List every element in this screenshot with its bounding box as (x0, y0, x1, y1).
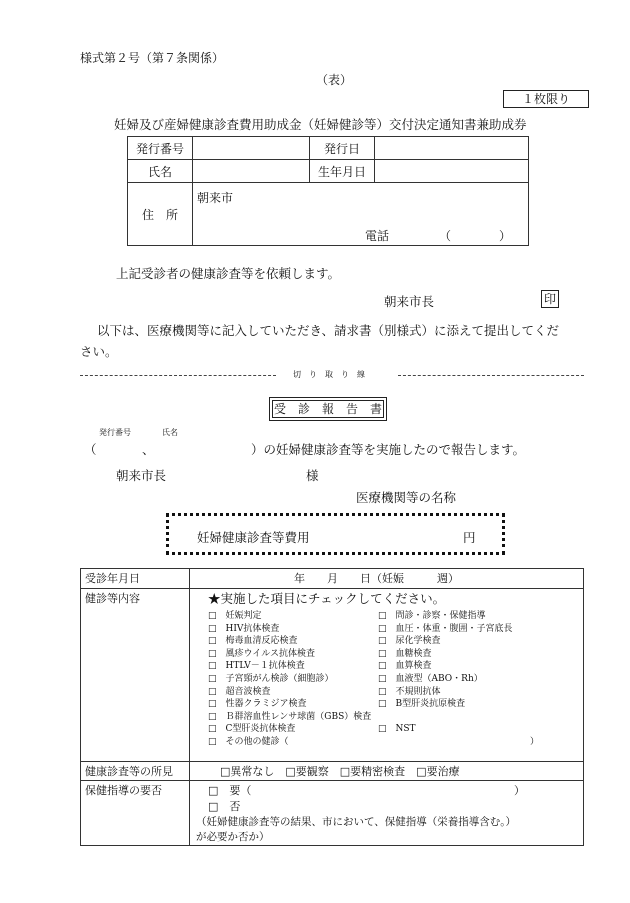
check-item[interactable]: □ その他の健診（ (208, 736, 289, 747)
checks-left (208, 610, 371, 749)
check-item[interactable]: □ 血液型（ABO・Rh） (378, 673, 483, 684)
date-label: 受診年月日 (81, 569, 190, 589)
check-item[interactable]: □ 血圧・体重・腹囲・子宮底長 (378, 623, 513, 634)
guidance-label: 保健指導の要否 (81, 781, 190, 846)
seal-text: 印 (543, 292, 556, 306)
report-title-box (269, 397, 387, 421)
guidance-note-1: （妊婦健康診査等の結果、市において、保健指導（栄養指導含む。） (196, 816, 517, 828)
fee-label: 妊婦健康診査等費用 (197, 530, 310, 545)
institution-label: 医療機関等の名称 (356, 490, 457, 505)
name-small: 氏名 (162, 428, 178, 437)
findings-label: 健康診査等の所見 (81, 762, 190, 781)
recipient-table (127, 136, 529, 246)
guidance-note-2: が必要か否か） (196, 831, 270, 843)
fee-box (166, 513, 505, 555)
limit-badge (503, 90, 589, 108)
guidance-cell (190, 781, 584, 846)
content-instruction: ★実施した項目にチェックしてください。 (208, 591, 446, 606)
checks-right (378, 610, 513, 736)
report-sentence: ）の妊婦健康診査等を実施したので報告します。 (251, 442, 526, 457)
check-item (378, 711, 513, 724)
date-value[interactable]: 年 月 日（妊娠 週） (190, 569, 584, 589)
request-text: 上記受診者の健康診査等を依頼します。 (116, 266, 341, 281)
check-item[interactable]: □ 超音波検査 (208, 686, 271, 697)
front-label: （表） (316, 73, 353, 87)
check-item[interactable]: □ 風疹ウイルス抗体検査 (208, 648, 315, 659)
issue-no-value[interactable] (193, 137, 310, 160)
address-cell[interactable] (193, 183, 529, 246)
report-title: 受 診 報 告 書 (273, 402, 382, 416)
check-item[interactable]: □ 血算検査 (378, 661, 432, 672)
guidance-yes[interactable]: □ 要（ (208, 784, 252, 797)
check-item[interactable]: □ 妊娠判定 (208, 611, 262, 621)
cut-line-label: 切 り 取 り 線 (293, 370, 365, 379)
issue-no-small: 発行番号 (99, 428, 131, 437)
issue-no-label: 発行番号 (128, 137, 193, 160)
address-label: 住 所 (128, 183, 193, 246)
cut-line-left (80, 375, 276, 376)
check-item[interactable]: □ 問診・診察・保健指導 (378, 611, 486, 621)
check-item[interactable]: □ HIV抗体検査 (208, 623, 280, 634)
check-item[interactable]: □ Ｂ群溶血性レンサ球菌（GBS）検査 (208, 711, 372, 722)
issue-date-value[interactable] (375, 137, 529, 160)
guidance-close: ） (514, 784, 525, 797)
check-item[interactable]: □ B型肝炎抗原検査 (378, 699, 466, 710)
check-item[interactable]: □ C型肝炎抗体検査 (208, 724, 296, 735)
check-item[interactable]: □ NST (378, 724, 416, 735)
guidance-no[interactable]: □ 否 (208, 800, 241, 813)
content-cell (190, 589, 584, 762)
comma: 、 (142, 442, 155, 457)
report-mayor: 朝来市長 (116, 468, 167, 483)
check-item[interactable]: □ 性器クラミジア検査 (208, 699, 307, 710)
check-item[interactable]: □ 不規則抗体 (378, 686, 441, 697)
mayor-name: 朝来市長 (384, 294, 435, 309)
fee-yen: 円 (463, 530, 476, 545)
checkup-table (80, 568, 584, 846)
limit-text: １枚限り (521, 92, 570, 106)
seal-box (541, 290, 559, 308)
birth-label: 生年月日 (310, 160, 375, 183)
notice-line-2: さい。 (80, 344, 118, 359)
birth-value[interactable] (375, 160, 529, 183)
paren-open: （ (84, 442, 97, 457)
check-item[interactable]: □ 尿化学検査 (378, 636, 441, 647)
name-value[interactable] (193, 160, 310, 183)
form-number: 様式第２号（第７条関係） (80, 51, 225, 65)
findings-options[interactable]: □異常なし □要観察 □要精密検査 □要治療 (190, 762, 584, 781)
report-sama: 様 (306, 468, 319, 483)
document-title: 妊婦及び産婦健康診査費用助成金（妊婦健診等）交付決定通知書兼助成券 (114, 117, 527, 132)
phone-paren: （ ） (439, 229, 512, 243)
check-item[interactable]: □ HTLV－１抗体検査 (208, 661, 305, 672)
other-close: ） (530, 737, 540, 747)
name-label: 氏名 (128, 160, 193, 183)
check-item[interactable]: □ 子宮頸がん検診（細胞診） (208, 673, 334, 684)
check-item[interactable]: □ 梅毒血清反応検査 (208, 636, 298, 647)
cut-line-right (398, 375, 584, 376)
address-value: 朝来市 (197, 191, 234, 205)
phone-label: 電話 (365, 229, 390, 243)
check-item[interactable]: □ 血糖検査 (378, 648, 432, 659)
notice-line-1: 以下は、医療機関等に記入していただき、請求書（別様式）に添えて提出してくだ (97, 323, 560, 338)
content-label: 健診等内容 (81, 589, 190, 762)
issue-date-label: 発行日 (310, 137, 375, 160)
